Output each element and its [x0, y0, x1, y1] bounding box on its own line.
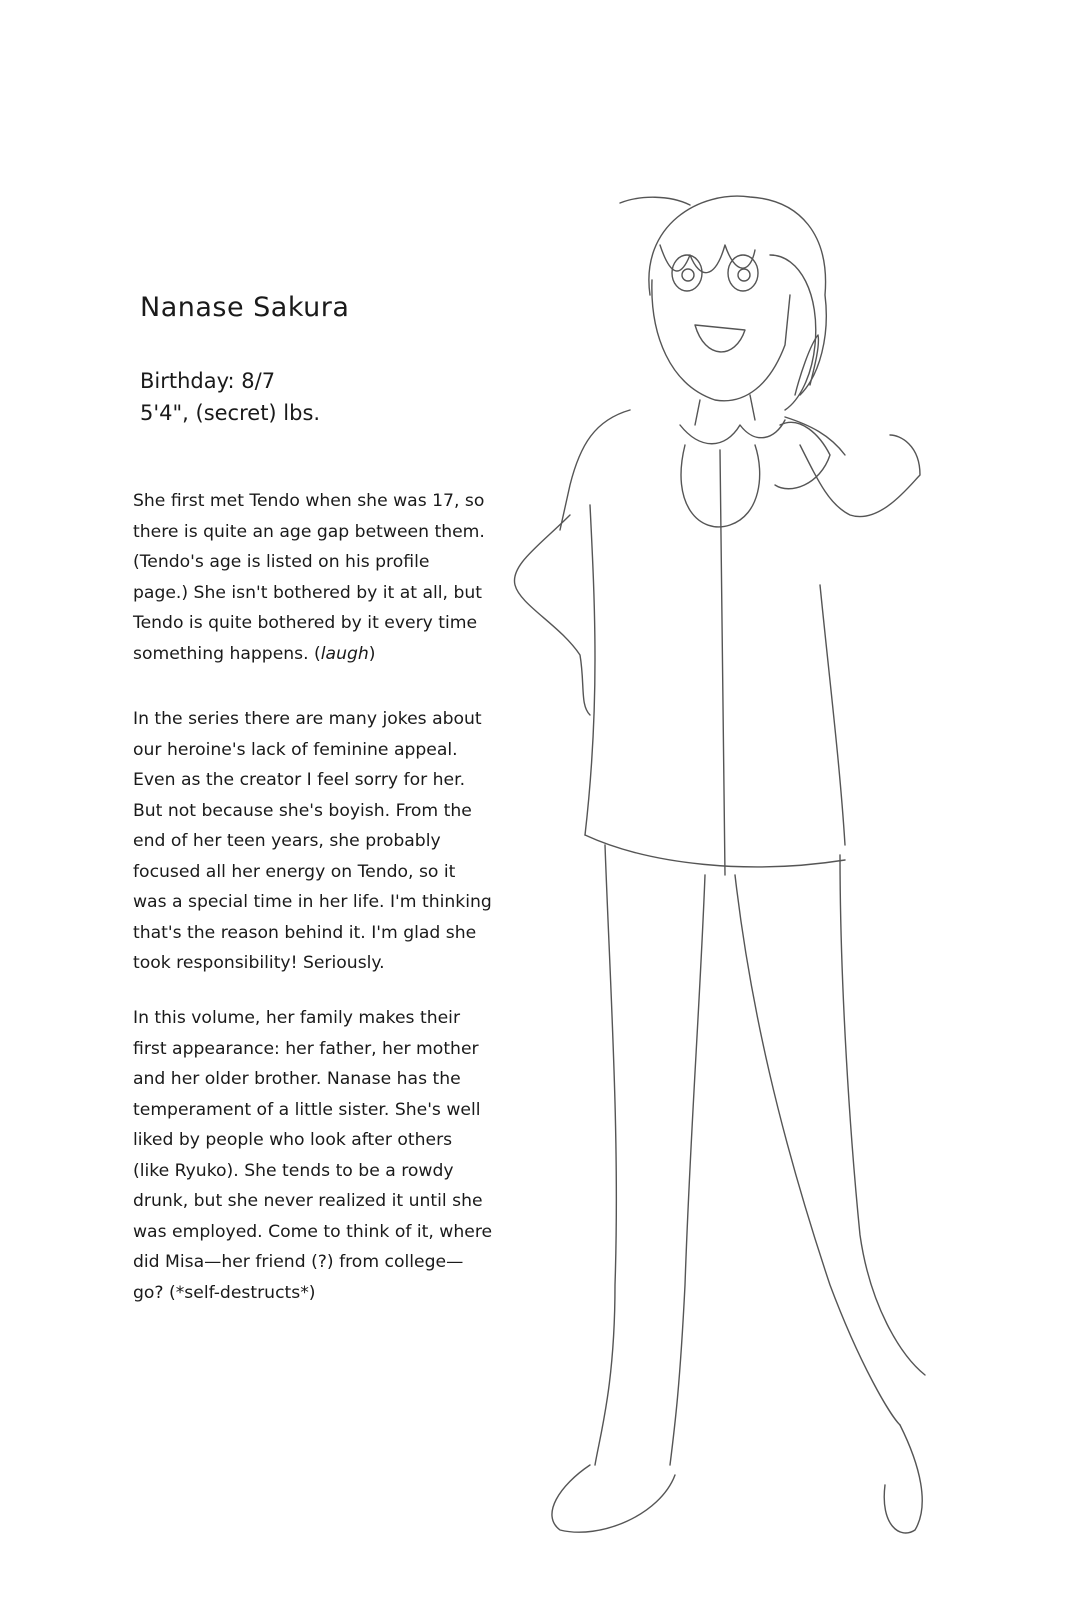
left-leg — [595, 845, 616, 1465]
hair-bangs — [660, 245, 755, 273]
text-line: and her older brother. Nanase has the — [133, 1069, 461, 1089]
left-leg-inner — [670, 875, 705, 1465]
text-line: In this volume, her family makes their — [133, 1008, 461, 1028]
text-line: (like Ryuko). She tends to be a rowdy — [133, 1160, 454, 1181]
paragraph-family — [133, 1003, 503, 1308]
text-line: end of her teen years, she probably — [133, 831, 441, 851]
text-line: In the series there are many jokes about — [133, 709, 482, 729]
paragraph-feminine-appeal — [133, 704, 503, 979]
measurements-line: 5'4", (secret) lbs. — [140, 401, 321, 425]
character-name: Nanase Sakura — [140, 292, 350, 323]
hair-outline — [649, 196, 826, 395]
laugh-italic: laugh — [320, 643, 369, 664]
right-pupil — [738, 269, 750, 281]
text-span: ) — [368, 643, 376, 664]
hip-arm — [514, 515, 590, 715]
text-line: that's the reason behind it. I'm glad she — [133, 922, 477, 943]
text-line: temperament of a little sister. She's well — [133, 1099, 481, 1120]
text-line: first appearance: her father, her mother — [133, 1038, 479, 1059]
text-span: something happens. ( — [133, 643, 321, 664]
text-line: liked by people who look after others — [133, 1130, 453, 1150]
character-stats — [140, 365, 320, 429]
text-line: was employed. Come to think of it, where — [133, 1221, 493, 1242]
torso-left — [585, 505, 595, 835]
right-shoe — [884, 1425, 922, 1533]
text-line: go? (*self-destructs*) — [133, 1282, 316, 1303]
text-line: was a special time in her life. I'm thinking — [133, 892, 492, 912]
text-line: But not because she's boyish. From the — [133, 800, 472, 821]
neck — [695, 395, 755, 425]
text-line: Tendo is quite bothered by it every time — [133, 613, 478, 633]
text-line: She first met Tendo when she was 17, so — [133, 491, 485, 511]
text-line — [133, 639, 503, 670]
sketch-illustration — [500, 185, 1020, 1575]
left-shoe — [552, 1465, 675, 1532]
text-line: our heroine's lack of feminine appeal. — [133, 739, 458, 760]
left-shoulder — [560, 410, 630, 530]
text-line: page.) She isn't bothered by it at all, but — [133, 582, 483, 603]
right-leg — [840, 855, 925, 1375]
right-eye — [728, 255, 758, 291]
tunic-hem — [585, 835, 845, 867]
text-line: focused all her energy on Tendo, so it — [133, 861, 456, 882]
text-line: took responsibility! Seriously. — [133, 953, 385, 973]
text-line: there is quite an age gap between them. — [133, 521, 485, 542]
mouth — [695, 325, 745, 352]
torso-right — [820, 585, 845, 845]
text-line: Even as the creator I feel sorry for her. — [133, 770, 466, 790]
ponytail — [770, 255, 816, 410]
face-outline — [652, 280, 790, 401]
paragraph-age-gap — [133, 486, 503, 669]
placket — [720, 450, 725, 875]
text-line: did Misa—her friend (?) from college— — [133, 1252, 464, 1272]
hair-strand — [620, 197, 690, 205]
right-leg-inner — [735, 875, 900, 1425]
character-sketch — [500, 185, 1020, 1575]
fist — [775, 422, 830, 488]
birthday-line: Birthday: 8/7 — [140, 369, 276, 393]
text-line: drunk, but she never realized it until she — [133, 1191, 483, 1211]
left-pupil — [682, 269, 694, 281]
text-line: (Tendo's age is listed on his profile — [133, 552, 430, 572]
